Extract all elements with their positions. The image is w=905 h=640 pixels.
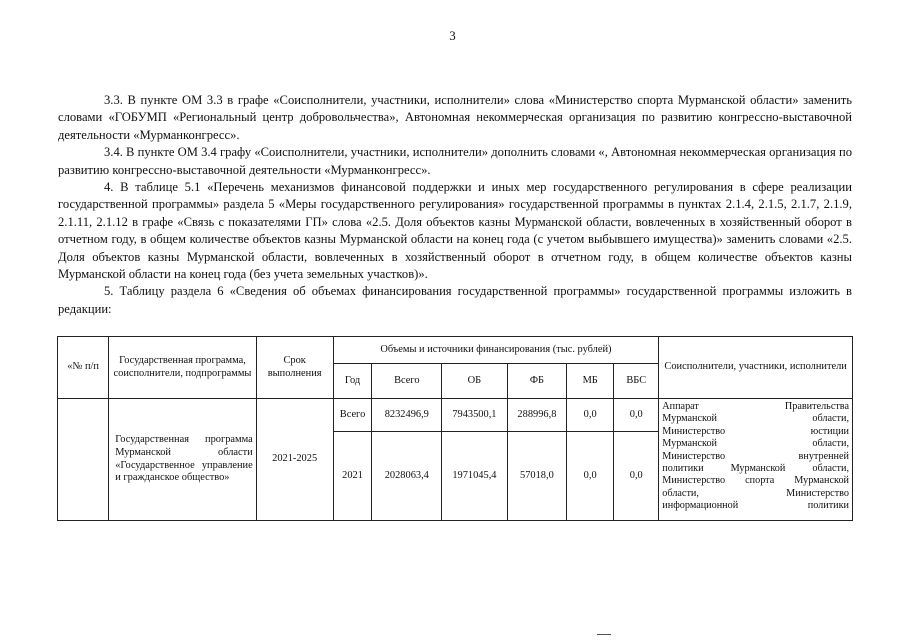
contractor-line: Аппарат Правительства — [662, 401, 849, 412]
cell-mb: 0,0 — [567, 432, 614, 521]
cell-vbs: 0,0 — [614, 432, 659, 521]
cell-year: 2021 — [333, 432, 372, 521]
cell-total: 8232496,9 — [372, 399, 442, 432]
header-year: Год — [333, 364, 372, 399]
table-row — [58, 399, 853, 432]
header-volumes: Объемы и источники финансирования (тыс. рублей) — [333, 337, 659, 364]
contractor-line: области, Министерство — [662, 487, 849, 499]
cell-vbs: 0,0 — [614, 399, 659, 432]
header-num: «№ п/п — [58, 337, 109, 399]
header-program: Государственная программа, соисполнители, подпрограммы — [109, 337, 257, 399]
page-number: 3 — [449, 28, 456, 43]
cell-num — [58, 399, 109, 521]
header-vbs: ВБС — [614, 364, 659, 399]
paragraph-4: 4. В таблице 5.1 «Перечень механизмов финансовой поддержки и иных мер государственного регулирования в сфере реализации государственной программы» раздела 5 «Меры государственного регулирования» государственной программы в пунктах 2.1.4, 2.1.5, 2.1.7, 2.1.9, 2.1.11, 2.1.12 в графе «Связь с показателями ГП» слова «2.5. Доля объектов казны Мурманской области, вовлеченных в хозяйственный оборот в отчетном году, в общем количестве объектов казны Мурманской области на конец года (с учетом выбывшего имущества)» заменить словами «2.5. Доля объектов казны Мурманской области, вовлеченных в хозяйственный оборот в отчетном году, в общем количестве объектов казны Мурманской области на конец года (без учета земельных участков)». — [58, 180, 852, 282]
cell-contractors — [659, 399, 853, 521]
contractor-line: Министерство внутренней — [662, 450, 849, 462]
cell-ob: 7943500,1 — [442, 399, 508, 432]
header-total: Всего — [372, 364, 442, 399]
financing-table — [57, 336, 853, 521]
contractor-line: Министерство спорта Мурманской — [662, 475, 849, 487]
document-body — [58, 92, 852, 318]
cell-fb: 57018,0 — [507, 432, 566, 521]
table-header-row — [58, 337, 853, 364]
scan-mark — [597, 634, 611, 635]
cell-fb: 288996,8 — [507, 399, 566, 432]
header-fb: ФБ — [507, 364, 566, 399]
header-contractors: Соисполнители, участники, исполнители — [659, 337, 853, 399]
contractor-line: информационной политики — [662, 500, 849, 512]
contractor-line: политики Мурманской области, — [662, 463, 849, 475]
header-ob: ОБ — [442, 364, 508, 399]
contractor-line: Мурманской области, — [662, 413, 849, 425]
cell-mb: 0,0 — [567, 399, 614, 432]
paragraph-3-3: 3.3. В пункте ОМ 3.3 в графе «Соисполнители, участники, исполнители» слова «Министерство спорта Мурманской области» заменить словами «ГОБУМП «Региональный центр добровольчества», Автономная некоммерческая организация по развитию конгрессно-выставочной деятельности «Мурманконгресс». — [58, 93, 852, 142]
contractor-line: Мурманской области, — [662, 438, 849, 450]
cell-year: Всего — [333, 399, 372, 432]
cell-ob: 1971045,4 — [442, 432, 508, 521]
contractor-line: Министерство юстиции — [662, 425, 849, 437]
paragraph-3-4: 3.4. В пункте ОМ 3.4 графу «Соисполнители, участники, исполнители» дополнить словами «, Автономная некоммерческая организация по развитию конгрессно-выставочной деятельности «Мурманконгресс». — [58, 145, 852, 177]
cell-program-name: Государственная программа Мурманской области «Государственное управление и гражданское общество» — [109, 399, 257, 521]
header-term: Срок выполнения — [256, 337, 333, 399]
cell-term: 2021-2025 — [256, 399, 333, 521]
cell-total: 2028063,4 — [372, 432, 442, 521]
header-mb: МБ — [567, 364, 614, 399]
paragraph-5: 5. Таблицу раздела 6 «Сведения об объемах финансирования государственной программы» государственной программы изложить в редакции: — [58, 284, 852, 316]
